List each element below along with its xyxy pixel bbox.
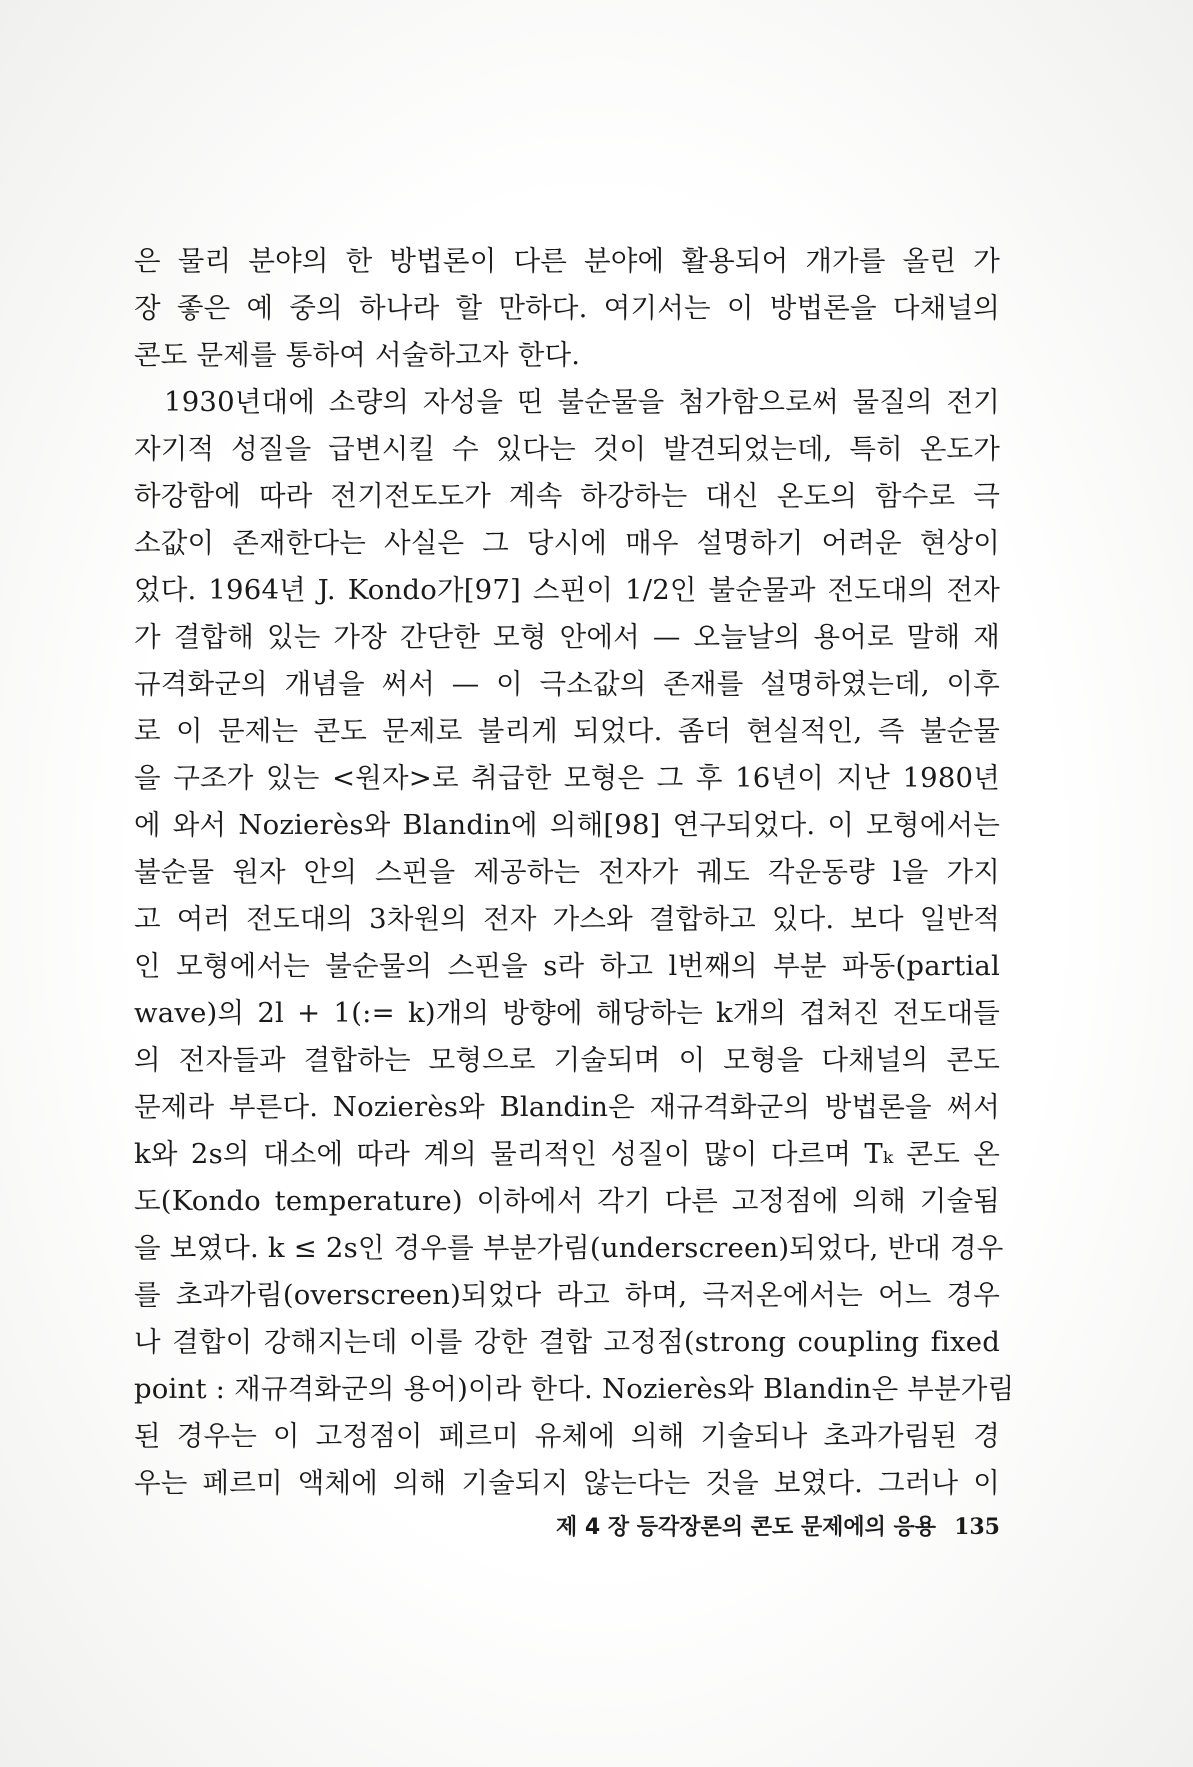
text-line-3: 콘도 문제를 통하여 서술하고자 한다. xyxy=(134,339,581,371)
text-line-2: 장 좋은 예 중의 하나라 할 만하다. 여기서는 이 방법론을 다채널의 xyxy=(134,292,1000,324)
text-line-12: 을 구조가 있는 <원자>로 취급한 모형은 그 후 16년이 지난 1980년 xyxy=(134,762,1000,794)
text-line-24: 나 결합이 강해지는데 이를 강한 결합 고정점(strong coupling fixed xyxy=(134,1326,1000,1358)
text-line-9: 가 결합해 있는 가장 간단한 모형 안에서 — 오늘날의 용어로 말해 재 xyxy=(134,621,1000,653)
text-line-27: 우는 페르미 액체에 의해 기술되지 않는다는 것을 보였다. 그러나 이 xyxy=(134,1467,1000,1499)
text-line-23: 를 초과가림(overscreen)되었다 라고 하며, 극저온에서는 어느 경우 xyxy=(134,1279,1000,1311)
text-line-8: 었다. 1964년 J. Kondo가[97] 스핀이 1/2인 불순물과 전도대의 전자 xyxy=(134,574,1000,606)
text-line-15: 고 여러 전도대의 3차원의 전자 가스와 결합하고 있다. 보다 일반적 xyxy=(134,903,1000,935)
text-line-7: 소값이 존재한다는 사실은 그 당시에 매우 설명하기 어려운 현상이 xyxy=(134,527,1000,559)
text-line-19: 문제라 부른다. Nozierès와 Blandin은 재규격화군의 방법론을 써서 xyxy=(134,1091,1000,1123)
text-line-11: 로 이 문제는 콘도 문제로 불리게 되었다. 좀더 현실적인, 즉 불순물 xyxy=(134,715,1000,747)
text-line-17: wave)의 2l + 1(:= k)개의 방향에 해당하는 k개의 겹쳐진 전도대들 xyxy=(134,997,1000,1029)
body-text xyxy=(134,238,1015,1507)
page-number: 135 xyxy=(954,1514,1000,1540)
text-line-6: 하강함에 따라 전기전도도가 계속 하강하는 대신 온도의 함수로 극 xyxy=(134,480,1000,512)
text-line-21: 도(Kondo temperature) 이하에서 각기 다른 고정점에 의해 기술됨 xyxy=(134,1185,1000,1217)
text-line-4: 1930년대에 소량의 자성을 띤 불순물을 첨가함으로써 물질의 전기 xyxy=(164,386,1000,418)
text-line-5: 자기적 성질을 급변시킬 수 있다는 것이 발견되었는데, 특히 온도가 xyxy=(134,433,1000,465)
page-footer xyxy=(134,1510,1000,1541)
text-line-18: 의 전자들과 결합하는 모형으로 기술되며 이 모형을 다채널의 콘도 xyxy=(134,1044,1000,1076)
text-line-20: k와 2s의 대소에 따라 계의 물리적인 성질이 많이 다르며 Tₖ 콘도 온 xyxy=(134,1138,1000,1170)
text-line-16: 인 모형에서는 불순물의 스핀을 s라 하고 l번째의 부분 파동(partial xyxy=(134,950,1000,982)
text-line-26: 된 경우는 이 고정점이 페르미 유체에 의해 기술되나 초과가림된 경 xyxy=(134,1420,1000,1452)
chapter-title: 제 4 장 등각장론의 콘도 문제에의 응용 xyxy=(556,1515,937,1540)
text-line-1: 은 물리 분야의 한 방법론이 다른 분야에 활용되어 개가를 올린 가 xyxy=(134,245,1000,277)
text-line-25: point : 재규격화군의 용어)이라 한다. Nozierès와 Blandin은 부분가림 xyxy=(134,1373,1015,1405)
text-line-10: 규격화군의 개념을 써서 — 이 극소값의 존재를 설명하였는데, 이후 xyxy=(134,668,1000,700)
text-line-14: 불순물 원자 안의 스핀을 제공하는 전자가 궤도 각운동량 l을 가지 xyxy=(134,856,1000,888)
text-line-22: 을 보였다. k ≤ 2s인 경우를 부분가림(underscreen)되었다, 반대 경우 xyxy=(134,1232,1004,1264)
text-line-13: 에 와서 Nozierès와 Blandin에 의해[98] 연구되었다. 이 모형에서는 xyxy=(134,809,1000,841)
